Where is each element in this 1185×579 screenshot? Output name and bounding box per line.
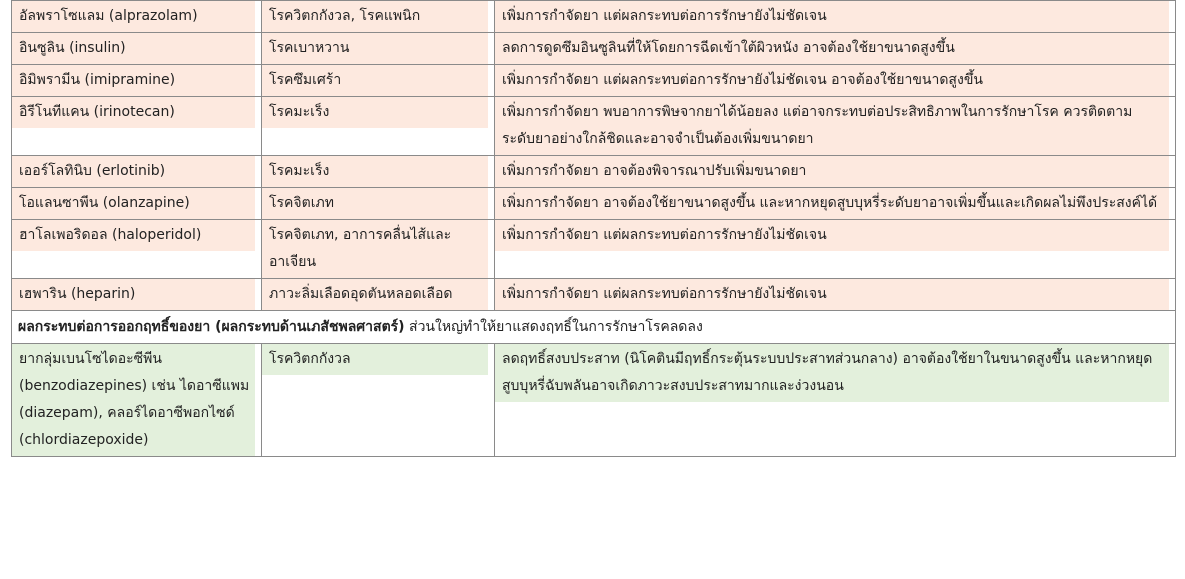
effect-cell [495,65,1176,97]
effect-cell [495,156,1176,188]
effect-cell [495,344,1176,457]
table-row [12,279,1176,311]
drug-cell-text: เฮพาริน (heparin) [12,279,255,310]
drug-cell [12,33,262,65]
drug-cell [12,65,262,97]
section-header-bold: ผลกระทบต่อการออกฤทธิ์ของยา (ผลกระทบด้านเภสัชพลศาสตร์) [18,319,405,335]
disease-cell [262,65,495,97]
effect-cell-text: เพิ่มการกำจัดยา แต่ผลกระทบต่อการรักษายังไม่ชัดเจน [495,279,1169,310]
drug-cell-text: โอแลนซาพีน (olanzapine) [12,188,255,219]
drug-cell [12,156,262,188]
drug-cell [12,188,262,220]
effect-cell-text: เพิ่มการกำจัดยา แต่ผลกระทบต่อการรักษายังไม่ชัดเจน [495,220,1169,251]
disease-cell-text: โรควิตกกังวล [262,344,488,375]
drug-cell [12,1,262,33]
drug-cell-text: อัลพราโซแลม (alprazolam) [12,1,255,32]
table-row [12,344,1176,457]
section-header-cell [12,311,1176,344]
disease-cell-text: โรคเบาหวาน [262,33,488,64]
table-row [12,1,1176,33]
drug-cell-text: ฮาโลเพอริดอล (haloperidol) [12,220,255,251]
disease-cell-text: โรคมะเร็ง [262,156,488,187]
table-row [12,188,1176,220]
disease-cell [262,156,495,188]
effect-cell [495,1,1176,33]
effect-cell-text: เพิ่มการกำจัดยา แต่ผลกระทบต่อการรักษายังไม่ชัดเจน อาจต้องใช้ยาขนาดสูงขึ้น [495,65,1169,96]
drug-cell [12,279,262,311]
table-row [12,220,1176,279]
disease-cell-text: โรคจิตเภท [262,188,488,219]
effect-cell [495,33,1176,65]
effect-cell-text: เพิ่มการกำจัดยา พบอาการพิษจากยาได้น้อยลง แต่อาจกระทบต่อประสิทธิภาพในการรักษาโรค ควรติดตามระดับยาอย่างใกล้ชิดและอาจจำเป็นต้องเพิ่มขนาดยา [495,97,1169,155]
effect-cell [495,279,1176,311]
effect-cell [495,188,1176,220]
disease-cell [262,33,495,65]
drug-cell [12,97,262,156]
disease-cell [262,97,495,156]
effect-cell [495,220,1176,279]
disease-cell-text: โรคซึมเศร้า [262,65,488,96]
table-row [12,156,1176,188]
section-header-row [12,311,1176,344]
disease-cell-text: ภาวะลิ่มเลือดอุดตันหลอดเลือด [262,279,488,310]
effect-cell-text: ลดฤทธิ์สงบประสาท (นิโคตินมีฤทธิ์กระตุ้นระบบประสาทส่วนกลาง) อาจต้องใช้ยาในขนาดสูงขึ้น และหากหยุดสูบบุหรี่ฉับพลันอาจเกิดภาวะสงบประสาทมากและง่วงนอน [495,344,1169,402]
table-row [12,65,1176,97]
disease-cell [262,220,495,279]
section-header-text: ส่วนใหญ่ทำให้ยาแสดงฤทธิ์ในการรักษาโรคลดลง [404,319,703,335]
table-row [12,97,1176,156]
disease-cell [262,344,495,457]
disease-cell [262,1,495,33]
disease-cell-text: โรควิตกกังวล, โรคแพนิก [262,1,488,32]
effect-cell-text: เพิ่มการกำจัดยา อาจต้องใช้ยาขนาดสูงขึ้น และหากหยุดสูบบุหรี่ระดับยาอาจเพิ่มขึ้นและเกิดผลไม่พึงประสงค์ได้ [495,188,1169,219]
effect-cell-text: ลดการดูดซึมอินซูลินที่ให้โดยการฉีดเข้าใต้ผิวหนัง อาจต้องใช้ยาขนาดสูงขึ้น [495,33,1169,64]
effect-cell [495,97,1176,156]
table-row [12,33,1176,65]
drug-interaction-table [11,0,1176,457]
effect-cell-text: เพิ่มการกำจัดยา อาจต้องพิจารณาปรับเพิ่มขนาดยา [495,156,1169,187]
drug-cell-text: อิรีโนทีแคน (irinotecan) [12,97,255,128]
drug-cell-text: ยากลุ่มเบนโซไดอะซีพีน (benzodiazepines) เช่น ไดอาซีแพม (diazepam), คลอร์ไดอาซีพอกไซด์ (chlordiazepoxide) [12,344,255,456]
disease-cell-text: โรคมะเร็ง [262,97,488,128]
drug-cell-text: อิมิพรามีน (imipramine) [12,65,255,96]
effect-cell-text: เพิ่มการกำจัดยา แต่ผลกระทบต่อการรักษายังไม่ชัดเจน [495,1,1169,32]
drug-cell-text: อินซูลิน (insulin) [12,33,255,64]
disease-cell [262,188,495,220]
disease-cell-text: โรคจิตเภท, อาการคลื่นไส้และอาเจียน [262,220,488,278]
disease-cell [262,279,495,311]
drug-cell [12,220,262,279]
drug-cell [12,344,262,457]
drug-cell-text: เออร์โลทินิบ (erlotinib) [12,156,255,187]
